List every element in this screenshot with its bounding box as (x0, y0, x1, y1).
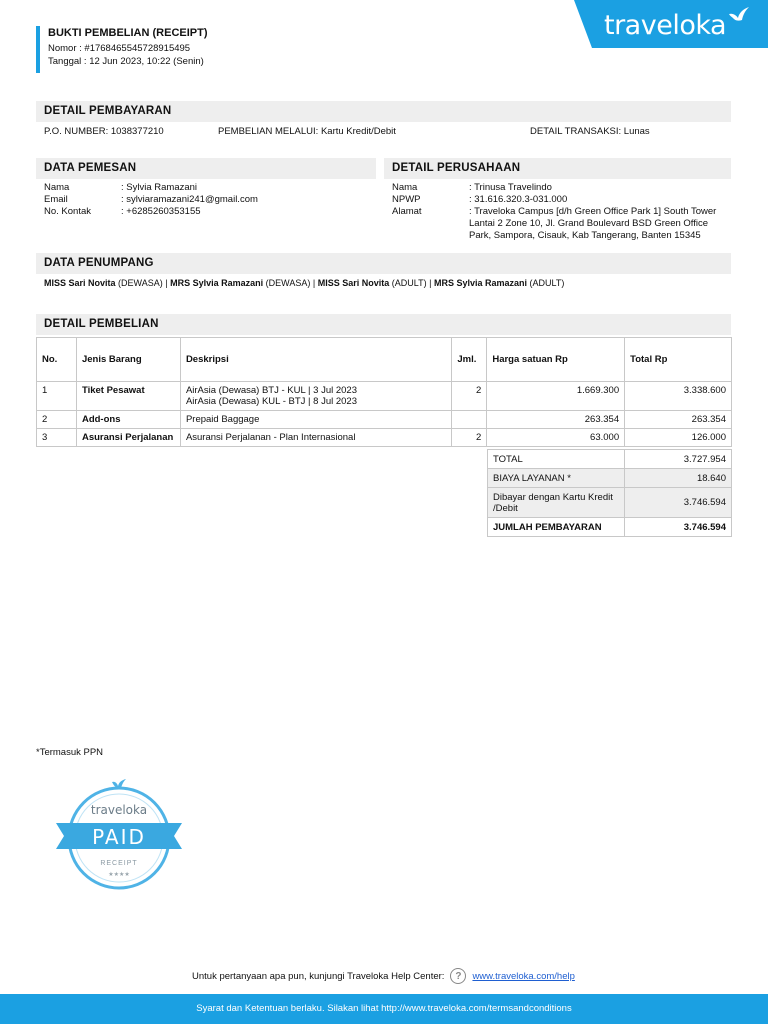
grand-total-label: JUMLAH PEMBAYARAN (488, 518, 625, 537)
section-title: DATA PENUMPANG (44, 257, 154, 269)
row-deskripsi: Asuransi Perjalanan - Plan Internasional (180, 429, 451, 447)
row-total: 263.354 (625, 411, 732, 429)
passenger-type: (ADULT) (529, 278, 565, 288)
help-link[interactable]: www.traveloka.com/help (472, 970, 575, 982)
paid-with-label: Dibayar dengan Kartu Kredit /Debit (488, 488, 625, 518)
section-data-pemesan (36, 158, 376, 179)
col-header-no: No. (37, 338, 77, 382)
purchase-table (36, 337, 732, 447)
row-harga: 263.354 (487, 411, 625, 429)
totals-table (487, 449, 732, 537)
company-address-label: Alamat (392, 206, 422, 217)
total-label: TOTAL (488, 450, 625, 469)
header-accent-bar (36, 26, 40, 73)
buyer-contact-label: No. Kontak (44, 206, 91, 217)
stamp-status: PAID (92, 825, 146, 849)
passenger-name: MRS Sylvia Ramazani (170, 278, 264, 288)
footer-terms: Syarat dan Ketentuan berlaku. Silakan lihat http://www.traveloka.com/termsandconditions (0, 994, 768, 1024)
transaction-status: DETAIL TRANSAKSI: Lunas (530, 126, 650, 137)
col-header-total: Total Rp (625, 338, 732, 382)
svg-text:★★★★: ★★★★ (108, 871, 130, 878)
stamp-sub: RECEIPT (100, 860, 138, 867)
col-header-jml: Jml. (452, 338, 487, 382)
col-header-jenis: Jenis Barang (76, 338, 180, 382)
section-title: DETAIL PEMBELIAN (44, 318, 159, 330)
service-fee-value: 18.640 (625, 469, 732, 488)
buyer-email-label: Email (44, 194, 68, 205)
row-no: 2 (37, 411, 77, 429)
grand-total-value: 3.746.594 (625, 518, 732, 537)
stamp-brand: traveloka (90, 803, 148, 817)
buyer-contact-value: : +6285260353155 (121, 206, 201, 217)
passenger-type: (DEWASA) (118, 278, 163, 288)
totals-row (488, 469, 732, 488)
bird-icon (727, 5, 751, 25)
row-total: 3.338.600 (625, 382, 732, 411)
row-jenis: Tiket Pesawat (76, 382, 180, 411)
row-no: 1 (37, 382, 77, 411)
passenger-name: MISS Sari Novita (317, 278, 390, 288)
section-detail-perusahaan (384, 158, 731, 179)
table-row (37, 382, 732, 411)
row-jml: 2 (452, 382, 487, 411)
row-deskripsi: Prepaid Baggage (180, 411, 451, 429)
buyer-email-value: : sylviaramazani241@gmail.com (121, 194, 258, 205)
row-deskripsi (180, 382, 451, 411)
receipt-number: Nomor : #1768465545728915495 (48, 43, 191, 54)
passenger-separator: | (165, 278, 168, 288)
buyer-name-label: Nama (44, 182, 70, 193)
company-name-label: Nama (392, 182, 418, 193)
company-npwp-label: NPWP (392, 194, 421, 205)
passenger-type: (ADULT) (391, 278, 427, 288)
table-row (37, 429, 732, 447)
totals-row (488, 518, 732, 537)
section-title: DETAIL PEMBAYARAN (44, 105, 172, 117)
service-fee-label: BIAYA LAYANAN * (488, 469, 625, 488)
row-harga: 63.000 (487, 429, 625, 447)
company-address-value: : Traveloka Campus [d/h Green Office Park 1] South Tower Lantai 2 Zone 10, Jl. Grand Boulevard BSD Green Office Park, Sampora, Cisauk, Kab Tangerang, Banten 15345 (469, 206, 717, 241)
passenger-type: (DEWASA) (265, 278, 311, 288)
section-detail-pembayaran (36, 101, 731, 122)
tax-note: *Termasuk PPN (36, 747, 104, 758)
row-no: 3 (37, 429, 77, 447)
table-row (37, 411, 732, 429)
traveloka-logo: traveloka (604, 10, 727, 41)
help-center (192, 968, 575, 984)
col-header-deskripsi: Deskripsi (180, 338, 451, 382)
section-title: DATA PEMESAN (44, 162, 137, 174)
po-number: P.O. NUMBER: 1038377210 (44, 126, 164, 137)
row-total: 126.000 (625, 429, 732, 447)
company-npwp-value: : 31.616.320.3-031.000 (469, 194, 568, 205)
paid-stamp (54, 778, 184, 890)
company-name-value: : Trinusa Travelindo (469, 182, 552, 193)
passenger-name: MISS Sari Novita (44, 278, 116, 288)
receipt-date: Tanggal : 12 Jun 2023, 10:22 (Senin) (48, 56, 204, 67)
total-value: 3.727.954 (625, 450, 732, 469)
receipt-title: BUKTI PEMBELIAN (RECEIPT) (48, 27, 208, 39)
passenger-list (44, 278, 564, 288)
row-deskripsi-line: AirAsia (Dewasa) KUL - BTJ | 8 Jul 2023 (185, 396, 358, 407)
row-harga: 1.669.300 (487, 382, 625, 411)
help-text: Untuk pertanyaan apa pun, kunjungi Traveloka Help Center: (192, 970, 445, 982)
totals-row (488, 450, 732, 469)
passenger-separator: | (312, 278, 316, 288)
table-header-row (37, 338, 732, 382)
payment-method: PEMBELIAN MELALUI: Kartu Kredit/Debit (218, 126, 396, 137)
paid-with-value: 3.746.594 (625, 488, 732, 518)
passenger-separator: | (429, 278, 432, 288)
row-jml: 2 (452, 429, 487, 447)
passenger-name: MRS Sylvia Ramazani (433, 278, 528, 288)
row-jml (452, 411, 487, 429)
col-header-harga: Harga satuan Rp (487, 338, 625, 382)
section-detail-pembelian (36, 314, 731, 335)
buyer-name-value: : Sylvia Ramazani (121, 182, 198, 193)
row-jenis: Add-ons (76, 411, 180, 429)
section-title: DETAIL PERUSAHAAN (392, 162, 521, 174)
row-deskripsi-line: AirAsia (Dewasa) BTJ - KUL | 3 Jul 2023 (185, 385, 358, 396)
row-jenis: Asuransi Perjalanan (76, 429, 180, 447)
totals-row (488, 488, 732, 518)
question-icon: ? (450, 968, 466, 984)
section-data-penumpang (36, 253, 731, 274)
